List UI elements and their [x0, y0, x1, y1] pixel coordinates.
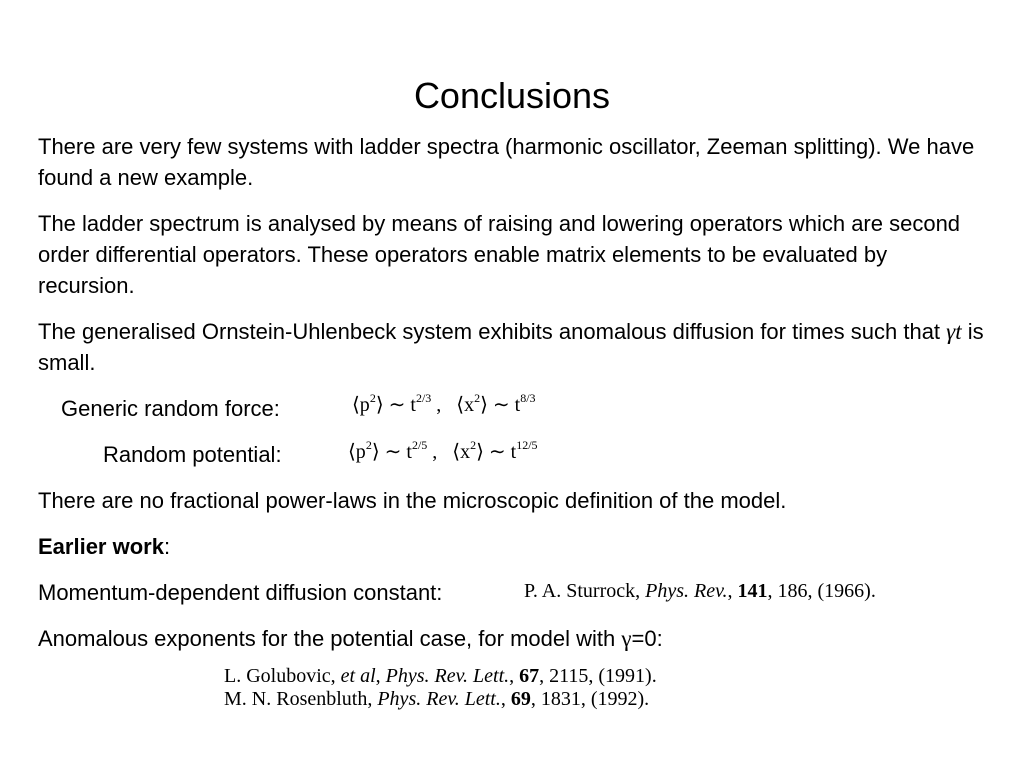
ref-author: L. Golubovic, — [224, 665, 341, 687]
generic-random-force-label: Generic random force: — [61, 396, 280, 421]
ref-journal: Phys. Rev. Lett. — [385, 665, 510, 687]
anomalous-text-end: =0: — [631, 626, 663, 651]
generic-random-force-formula — [352, 393, 536, 417]
paragraph-anomalous-diffusion — [38, 316, 988, 378]
ref-comma: , — [727, 580, 738, 602]
p-rhs-exponent: 2/5 — [411, 438, 428, 452]
x-rhs-exponent: 8/3 — [520, 391, 536, 405]
ref-volume: 141 — [737, 580, 768, 602]
p-rhs: ⟩ ∼ t — [371, 441, 412, 463]
ref-comma: , — [375, 665, 386, 687]
ref-rest: , 186, (1966). — [767, 580, 876, 602]
rosenbluth-reference — [224, 688, 657, 711]
earlier-work-colon: : — [163, 534, 171, 559]
x-rhs: ⟩ ∼ t — [480, 394, 521, 416]
p-lhs: ⟨p — [348, 441, 366, 463]
ref-volume: 67 — [519, 665, 540, 687]
paragraph-text-end: is small. — [38, 319, 984, 375]
golubovic-reference — [224, 665, 657, 688]
paragraph-no-power-laws: There are no fractional power-laws in the microscopic definition of the model. — [38, 488, 787, 513]
x-lhs: ⟨x — [456, 394, 475, 416]
x-rhs-exponent: 12/5 — [516, 438, 538, 452]
earlier-work-heading — [38, 531, 988, 562]
ref-volume: 69 — [510, 688, 531, 710]
ref-etal: et al — [340, 665, 376, 687]
momentum-diffusion-label: Momentum-dependent diffusion constant: — [38, 580, 443, 605]
ref-author: P. A. Sturrock, — [524, 580, 646, 602]
ref-rest: , 1831, (1992). — [530, 688, 650, 710]
gamma-symbol: γ — [621, 626, 632, 651]
ref-rest: , 2115, (1991). — [539, 665, 657, 687]
ref-comma: , — [500, 688, 511, 710]
p-lhs-exponent: 2 — [369, 391, 376, 405]
p-rhs: ⟩ ∼ t — [375, 394, 416, 416]
paragraph-ladder-spectra: There are very few systems with ladder spectra (harmonic oscillator, Zeeman splitting). We have found a new example. — [38, 134, 975, 190]
page-title: Conclusions — [413, 75, 611, 116]
anomalous-exponents-line — [38, 623, 988, 654]
x-lhs: ⟨x — [452, 441, 471, 463]
p-rhs-exponent: 2/3 — [415, 391, 432, 405]
references-block — [224, 665, 657, 711]
sturrock-reference — [524, 579, 876, 603]
earlier-work-bold: Earlier work — [38, 534, 164, 559]
separator: , — [431, 394, 442, 416]
anomalous-text: Anomalous exponents for the potential case, for model with — [38, 626, 622, 651]
x-rhs: ⟩ ∼ t — [476, 441, 517, 463]
ref-journal: Phys. Rev. — [645, 580, 728, 602]
x-lhs-exponent: 2 — [474, 391, 481, 405]
paragraph-text: The generalised Ornstein-Uhlenbeck system exhibits anomalous diffusion for times such that — [38, 319, 947, 344]
p-lhs: ⟨p — [352, 394, 370, 416]
ref-journal: Phys. Rev. Lett. — [377, 688, 501, 710]
random-potential-label: Random potential: — [103, 442, 282, 467]
paragraph-operators: The ladder spectrum is analysed by means of raising and lowering operators which are second order differential operators. These operators enable matrix elements to be evaluated by recursion. — [38, 211, 961, 298]
random-potential-formula — [348, 440, 538, 464]
x-lhs-exponent: 2 — [470, 438, 477, 452]
p-lhs-exponent: 2 — [365, 438, 372, 452]
ref-comma: , — [509, 665, 520, 687]
separator: , — [427, 441, 438, 463]
ref-author: M. N. Rosenbluth, — [224, 688, 378, 710]
gamma-t-symbol: γt — [946, 319, 962, 344]
